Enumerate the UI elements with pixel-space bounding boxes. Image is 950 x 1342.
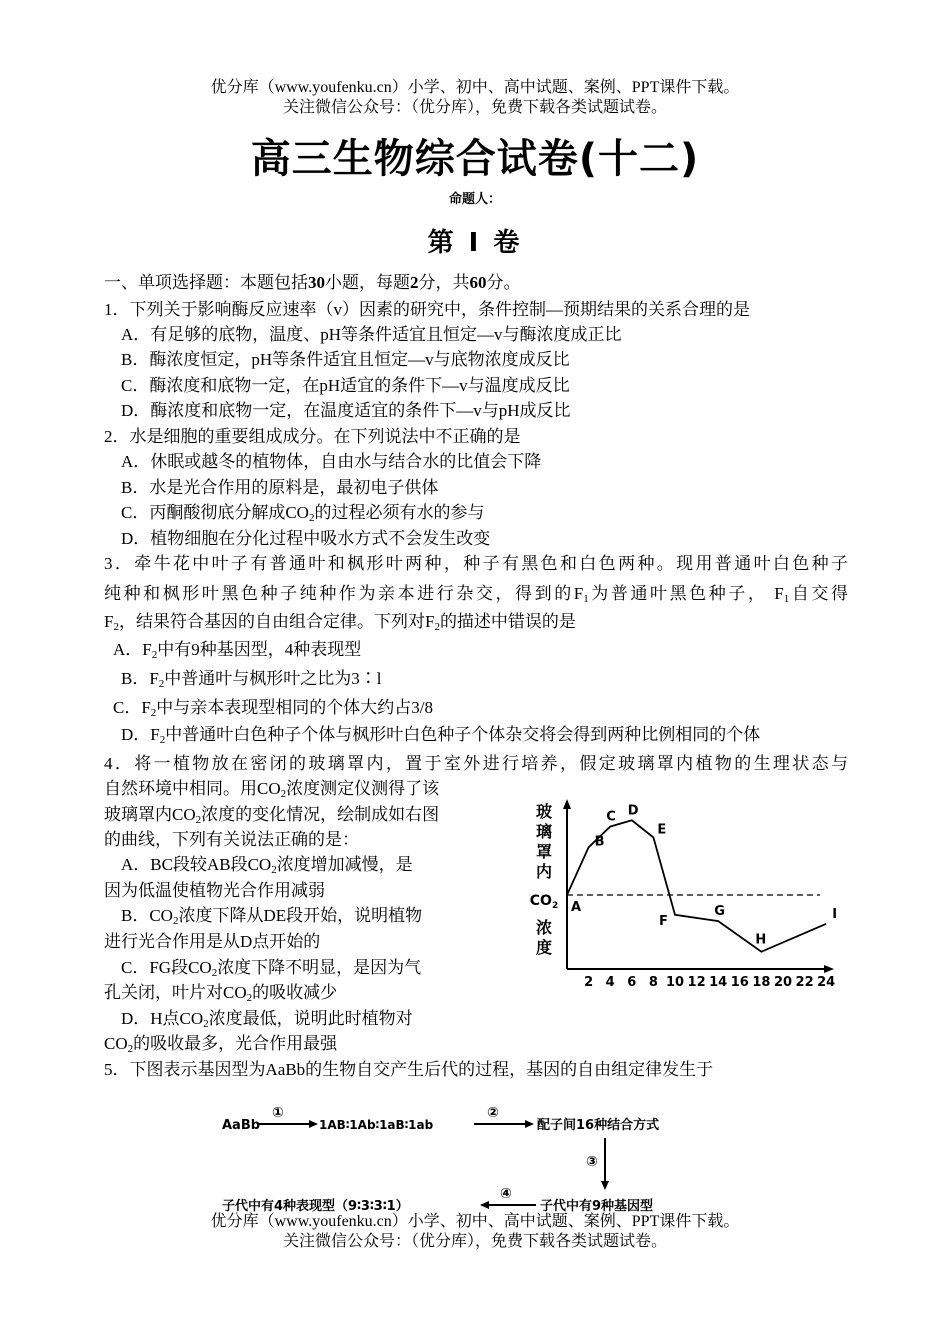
- question-3-option-d: D．$F_2$中普通叶白色种子个体与枫形叶白色种子个体杂交将会得到两种比例相同的个体: [121, 725, 761, 746]
- point-label-f: F: [659, 913, 668, 929]
- point-label-h: H: [755, 932, 767, 948]
- question-2-option-c: C．丙酮酸彻底分解成$CO_2$的过程必须有水的参与: [121, 503, 485, 524]
- question-5-stem: 5．下图表示基因型为AaBb的生物自交产生后代的过程，基因的自由组定律发生于: [104, 1060, 714, 1079]
- x-tick-label: 6: [627, 975, 637, 990]
- y-label-char: 度: [535, 938, 553, 957]
- x-tick-label: 22: [795, 975, 814, 990]
- author-label: 命题人：: [448, 191, 501, 206]
- flow-step-2: ②: [487, 1105, 499, 1121]
- x-tick-label: 24: [817, 975, 836, 990]
- question-1-option-d: D．酶浓度和底物一定，在温度适宜的条件下—v与pH成反比: [121, 401, 571, 420]
- site-footer-line2: 关注微信公众号：（优分库），免费下载各类试题试卷。: [282, 1233, 667, 1250]
- flow-start: AaBb: [222, 1118, 261, 1133]
- flow-step-1: ①: [272, 1105, 284, 1121]
- flow-arrow-2-head: [525, 1120, 534, 1128]
- co2-concentration-chart: [520, 795, 840, 995]
- point-label-b: B: [594, 834, 605, 850]
- flow-step-4: ④: [500, 1186, 512, 1202]
- y-label-char: 内: [535, 862, 553, 881]
- y-axis-arrow: [563, 799, 571, 809]
- point-label-i: I: [832, 906, 838, 922]
- question-1-option-b: B．酶浓度恒定，pH等条件适宜且恒定—v与底物浓度成反比: [121, 350, 570, 369]
- question-2-option-b: B．水是光合作用的原料是，最初电子供体: [121, 478, 439, 497]
- page-title: 高三生物综合试卷(十二): [250, 136, 700, 182]
- question-3-option-b: B．$F_2$中普通叶与枫形叶之比为3∶l: [121, 669, 382, 690]
- question-4-option-a-line1: A．BC段较AB段$CO_2$浓度增加减慢，是: [121, 855, 413, 876]
- question-3-stem-line2: 纯种和枫形叶黑色种子纯种作为亲本进行杂交，得到的$F_1$为普通叶黑色种子， $F_1$自交得: [104, 584, 848, 605]
- flow-genotypes: 子代中有9种基因型: [540, 1199, 654, 1214]
- point-label-e: E: [657, 822, 667, 838]
- y-label-char: 璃: [535, 822, 553, 841]
- flow-gametes: 1AB∶1Ab∶1aB∶1ab: [319, 1118, 434, 1132]
- y-label-co2: $CO_2$: [529, 893, 559, 911]
- section-heading: 第 I 卷: [427, 228, 523, 258]
- flow-phenotypes: 子代中有4种表现型（9∶3∶3∶1）: [222, 1199, 409, 1214]
- question-1-option-c: C．酶浓度和底物一定，在pH适宜的条件下—v与温度成反比: [121, 376, 570, 395]
- question-4-stem-line3: 玻璃罩内$CO_2$浓度的变化情况，绘制成如右图: [104, 805, 440, 826]
- site-header-line2: 关注微信公众号：（优分库），免费下载各类试题试卷。: [282, 99, 667, 116]
- point-label-c: C: [606, 809, 616, 825]
- question-2-option-d: D．植物细胞在分化过程中吸水方式不会发生改变: [121, 529, 491, 548]
- question-3-option-a: A．$F_2$中有9种基因型，4种表现型: [113, 640, 362, 661]
- y-label-char: 罩: [535, 842, 553, 861]
- question-2-option-a: A．休眠或越冬的植物体，自由水与结合水的比值会下降: [121, 452, 542, 471]
- question-3-stem-line3: $F_2$，结果符合基因的自由组合定律。下列对$F_2$的描述中错误的是: [104, 612, 576, 633]
- x-tick-label: 18: [752, 975, 771, 990]
- question-1-stem: 1．下列关于影响酶反应速率（v）因素的研究中，条件控制—预期结果的关系合理的是: [104, 300, 750, 319]
- question-4-option-b-line2: 进行光合作用是从D点开始的: [104, 932, 321, 951]
- question-4-option-b-line1: B．$CO_2$浓度下降从DE段开始，说明植物: [121, 906, 423, 927]
- y-label-char: 浓: [535, 918, 553, 937]
- y-label-char: 玻: [535, 802, 553, 821]
- question-4-option-a-line2: 因为低温使植物光合作用减弱: [104, 881, 325, 900]
- question-2-stem: 2．水是细胞的重要组成成分。在下列说法中不正确的是: [104, 427, 521, 446]
- question-4-option-d-line1: D．H点$CO_2$浓度最低，说明此时植物对: [121, 1009, 413, 1030]
- question-4-option-c-line1: C．FG段$CO_2$浓度下降不明显，是因为气: [121, 958, 422, 979]
- question-4-option-d-line2: $CO_2$的吸收最多，光合作用最强: [104, 1034, 338, 1055]
- y-axis-label: [530, 802, 558, 957]
- question-1-option-a: A．有足够的底物，温度、pH等条件适宜且恒定—v与酶浓度成正比: [121, 325, 622, 344]
- x-tick-label: 20: [773, 975, 793, 990]
- instructions: 一、单项选择题：本题包括30小题，每题2分，共60分。: [104, 273, 521, 292]
- x-tick-label: 8: [648, 975, 658, 990]
- flow-combos: 配子间16种结合方式: [537, 1118, 660, 1133]
- point-label-a: A: [571, 900, 582, 915]
- flow-arrow-4-head: [480, 1201, 489, 1209]
- x-tick-label: 4: [605, 975, 615, 990]
- x-axis-arrow: [824, 965, 834, 973]
- point-label-g: G: [714, 904, 725, 920]
- gene-flow-diagram: [210, 1100, 740, 1230]
- point-label-d: D: [627, 803, 639, 819]
- flow-arrow-1-head: [309, 1120, 318, 1128]
- question-3-stem-line1: 3．牵牛花中叶子有普通叶和枫形叶两种，种子有黑色和白色两种。现用普通叶白色种子: [104, 554, 848, 573]
- x-tick-label: 14: [709, 975, 728, 990]
- x-tick-label: 12: [687, 975, 706, 990]
- flow-step-3: ③: [586, 1154, 598, 1170]
- question-4-stem-line4: 的曲线，下列有关说法正确的是：: [104, 830, 359, 849]
- site-header-line1: 优分库（www.youfenku.cn）小学、初中、高中试题、案例、PPT课件下载。: [210, 79, 740, 96]
- site-footer-line1: 优分库（www.youfenku.cn）小学、初中、高中试题、案例、PPT课件下载。: [210, 1213, 740, 1230]
- question-4-option-c-line2: 孔关闭，叶片对$CO_2$的吸收减少: [104, 983, 338, 1004]
- flow-arrow-3-head: [601, 1181, 609, 1190]
- co2-curve: [567, 820, 826, 951]
- x-tick-label: 2: [584, 975, 594, 990]
- x-tick-label: 10: [665, 975, 685, 990]
- question-4-stem-line1: 4．将一植物放在密闭的玻璃罩内，置于室外进行培养，假定玻璃罩内植物的生理状态与: [104, 754, 848, 773]
- question-4-stem-line2: 自然环境中相同。用$CO_2$浓度测定仪测得了该: [104, 779, 440, 800]
- x-tick-label: 16: [730, 975, 749, 990]
- question-3-option-c: C．$F_2$中与亲本表现型相同的个体大约占3/8: [113, 698, 434, 719]
